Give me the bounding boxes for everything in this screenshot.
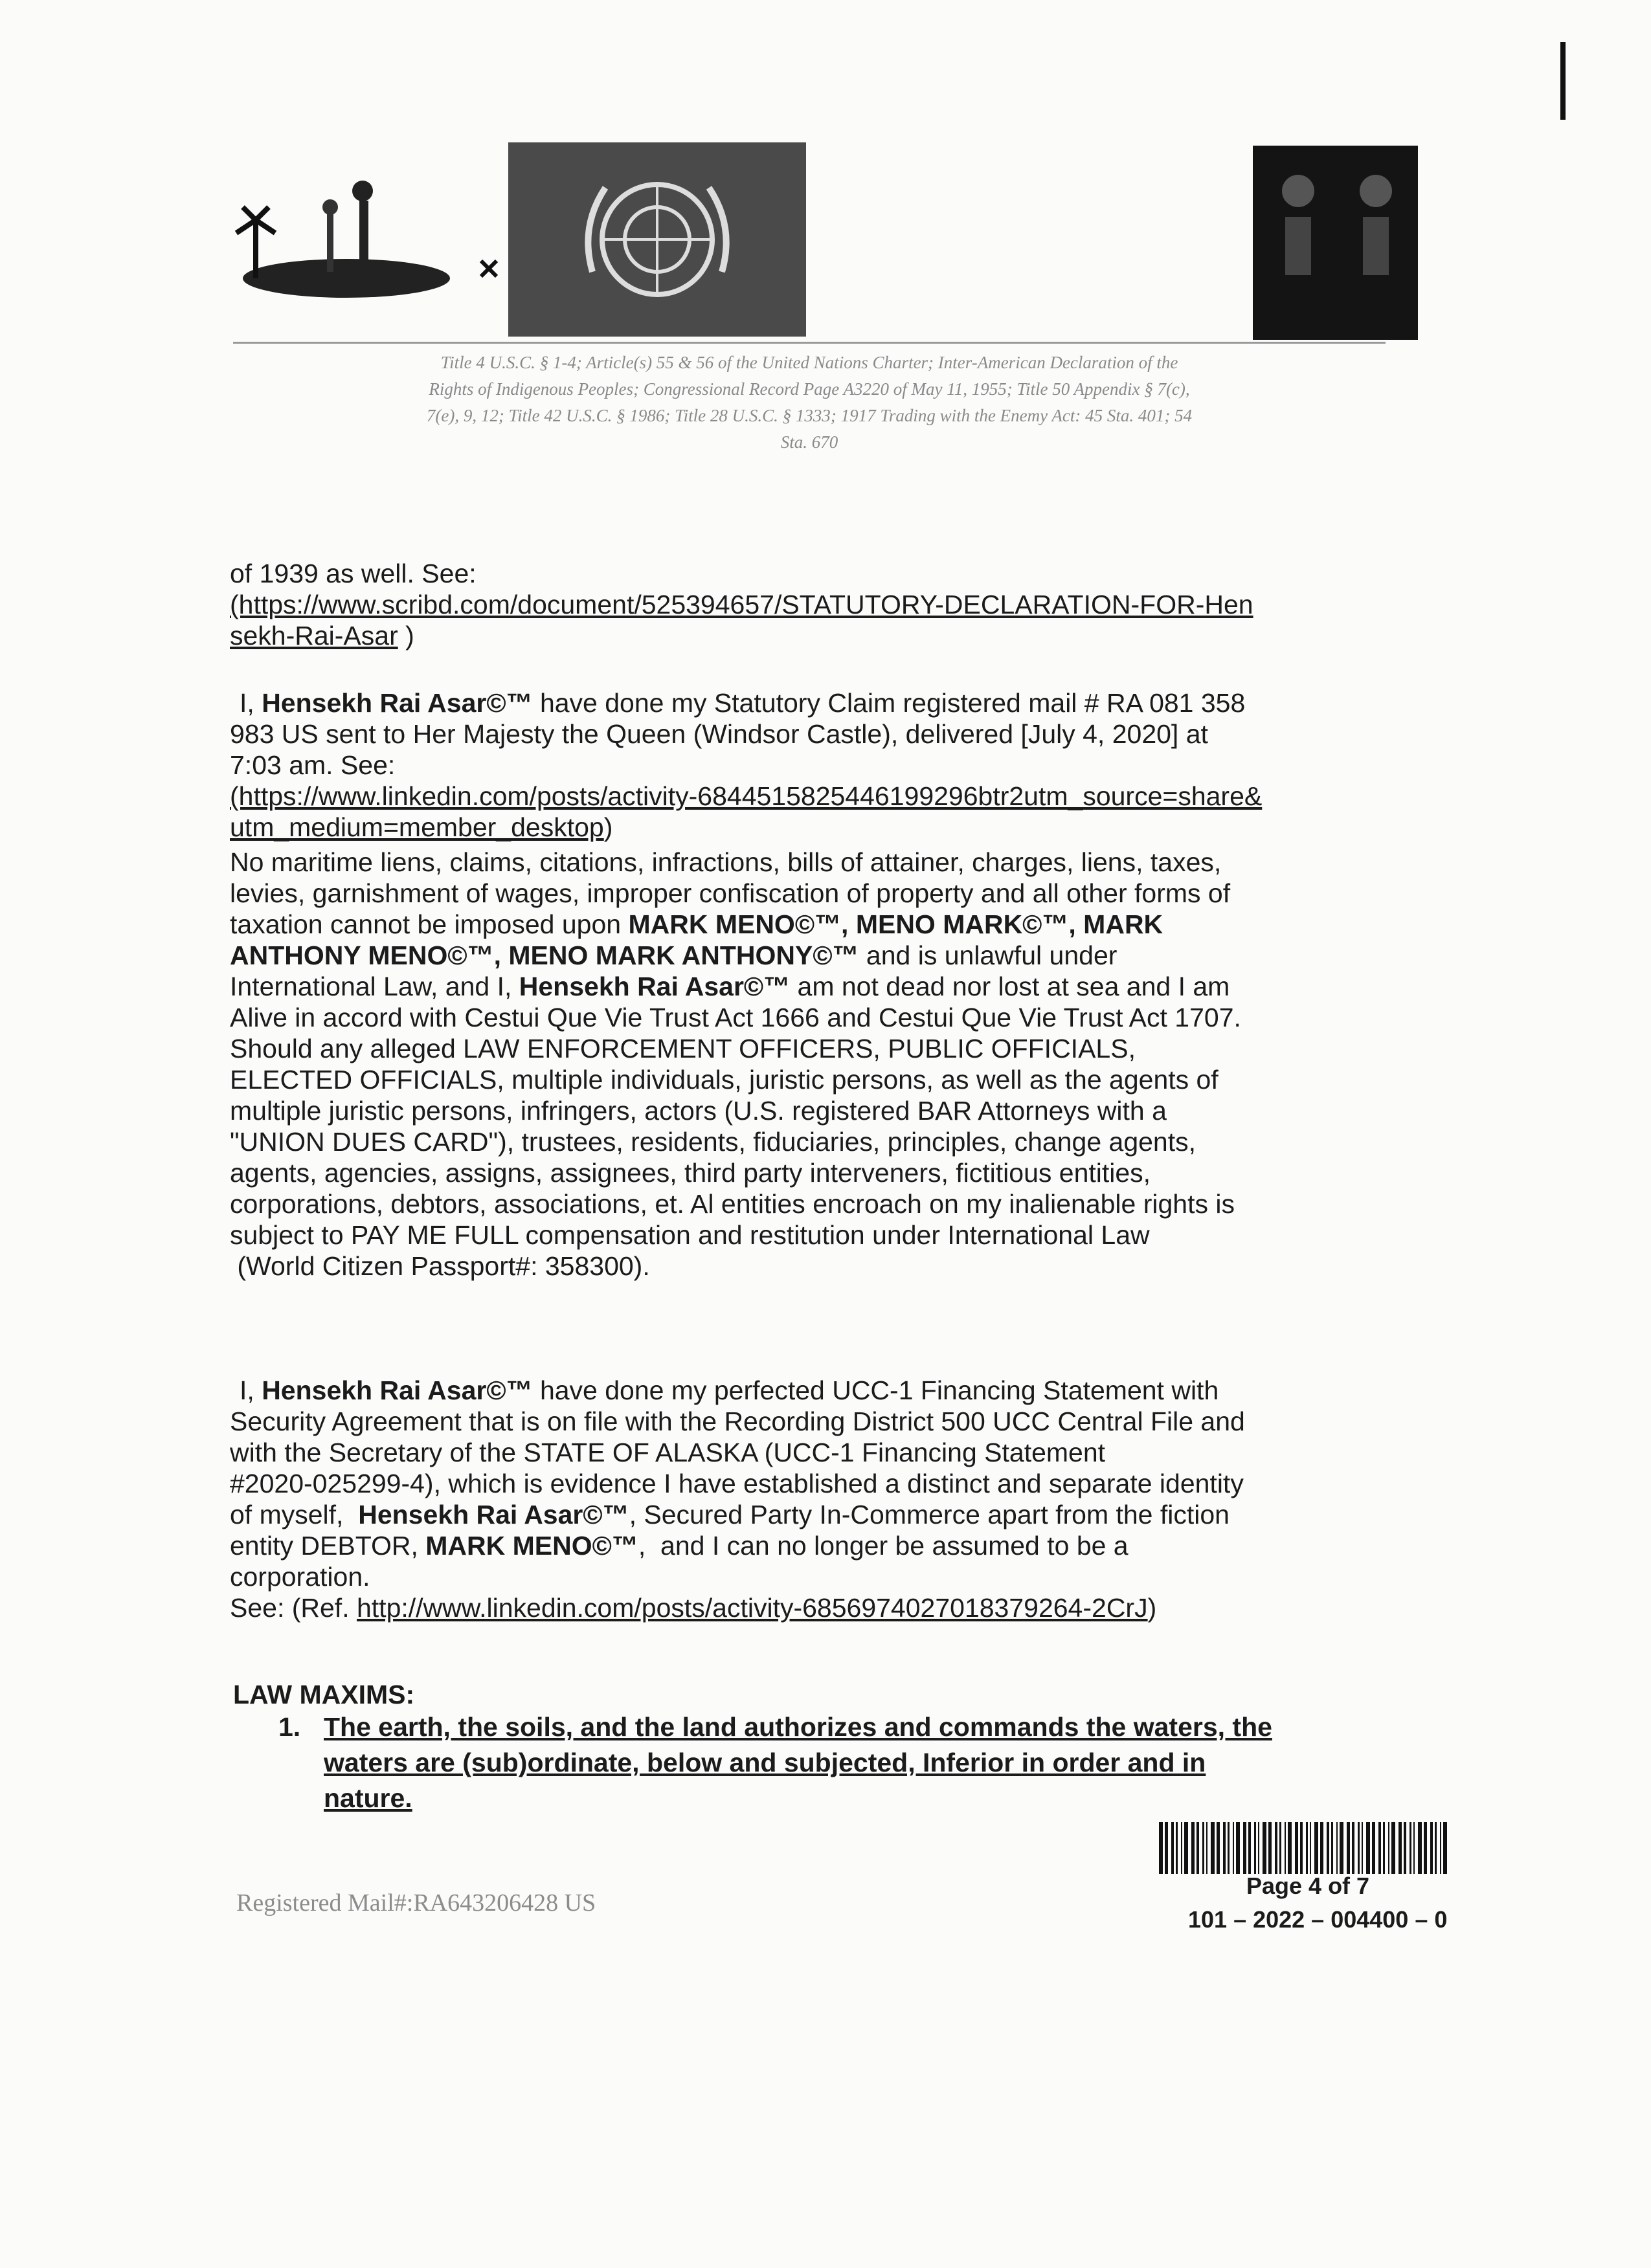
barcode-bar	[1347, 1822, 1350, 1874]
barcode-bar	[1217, 1822, 1220, 1874]
maxim-text: nature.	[324, 1783, 412, 1813]
barcode-bar	[1233, 1822, 1234, 1874]
body-line: See: (Ref. http://www.linkedin.com/posts/activity-6856974027018379264-2CrJ)	[230, 1593, 1157, 1623]
barcode-bar	[1443, 1822, 1447, 1874]
body-line: ELECTED OFFICIALS, multiple individuals, juristic persons, as well as the agents of	[230, 1065, 1219, 1095]
barcode-bar	[1243, 1822, 1246, 1874]
body-line: agents, agencies, assigns, assignees, third party interveners, fictitious entities,	[230, 1158, 1151, 1188]
barcode-bar	[1181, 1822, 1182, 1874]
barcode-bar	[1383, 1822, 1385, 1874]
body-line: of 1939 as well. See:	[230, 559, 477, 588]
barcode-bar	[1388, 1822, 1389, 1874]
un-flag-emblem	[508, 142, 806, 337]
barcode-bar	[1391, 1822, 1395, 1874]
body-line: of myself, Hensekh Rai Asar©™, Secured Party In-Commerce apart from the fiction	[230, 1500, 1230, 1529]
barcode-bar	[1424, 1822, 1427, 1874]
dark-seal-stamp	[1253, 146, 1418, 340]
barcode-bar	[1435, 1822, 1437, 1874]
body-line: entity DEBTOR, MARK MENO©™, and I can no longer be assumed to be a	[230, 1531, 1129, 1561]
barcode-bar	[1366, 1822, 1370, 1874]
barcode-bar	[1413, 1822, 1415, 1874]
barcode-bar	[1306, 1822, 1308, 1874]
linkedin-link[interactable]: (https://www.linkedin.com/posts/activity-6844515825446199296btr2utm_source=share&	[230, 781, 1263, 811]
body-line: 7:03 am. See:	[230, 750, 396, 780]
barcode-bar	[1404, 1822, 1406, 1874]
barcode-bar	[1275, 1822, 1277, 1874]
body-line: corporation.	[230, 1562, 370, 1592]
body-line: subject to PAY ME FULL compensation and restitution under International Law	[230, 1220, 1150, 1250]
body-line: ANTHONY MENO©™, MENO MARK ANTHONY©™ and is unlawful under	[230, 940, 1118, 970]
barcode-bar	[1206, 1822, 1207, 1874]
barcode	[1159, 1822, 1450, 1874]
header-rule	[233, 342, 1386, 344]
barcode-bar	[1372, 1822, 1375, 1874]
barcode-bar	[1300, 1822, 1303, 1874]
body-line: I, Hensekh Rai Asar©™ have done my perfected UCC-1 Financing Statement with	[240, 1375, 1219, 1405]
citation-line: 7(e), 9, 12; Title 42 U.S.C. § 1986; Title 28 U.S.C. § 1333; 1917 Trading with the Enemy Act: 45 Sta. 401; 54	[426, 406, 1193, 425]
linkedin-link-continued[interactable]: utm_medium=member_desktop)	[230, 812, 613, 842]
page-number: Page 4 of 7	[1246, 1873, 1370, 1899]
barcode-bar	[1310, 1822, 1311, 1874]
body-line: Alive in accord with Cestui Que Vie Trust Act 1666 and Cestui Que Vie Trust Act 1707.	[230, 1003, 1241, 1032]
barcode-bar	[1211, 1822, 1215, 1874]
scribd-link-continued[interactable]: sekh-Rai-Asar )	[230, 621, 414, 650]
body-line: "UNION DUES CARD"), trustees, residents, fiduciaries, principles, change agents,	[230, 1127, 1196, 1157]
barcode-bar	[1398, 1822, 1402, 1874]
body-line: levies, garnishment of wages, improper confiscation of property and all other forms of	[230, 878, 1231, 908]
document-number: 101 – 2022 – 004400 – 0	[1188, 1906, 1448, 1933]
maxim-text: The earth, the soils, and the land authorizes and commands the waters, the	[324, 1712, 1272, 1742]
barcode-bar	[1165, 1822, 1168, 1874]
body-line: with the Secretary of the STATE OF ALASKA (UCC-1 Financing Statement	[230, 1438, 1106, 1467]
legal-citation-header	[233, 350, 1386, 456]
barcode-bar	[1410, 1822, 1411, 1874]
barcode-bar	[1327, 1822, 1329, 1874]
barcode-bar	[1378, 1822, 1381, 1874]
barcode-bar	[1314, 1822, 1318, 1874]
barcode-bar	[1159, 1822, 1163, 1874]
body-line: #2020-025299-4), which is evidence I have established a distinct and separate identity	[230, 1469, 1244, 1498]
barcode-bar	[1336, 1822, 1338, 1874]
barcode-bar	[1236, 1822, 1240, 1874]
body-line: I, Hensekh Rai Asar©™ have done my Statutory Claim registered mail # RA 081 358	[240, 688, 1246, 718]
barcode-bar	[1440, 1822, 1441, 1874]
barcode-bar	[1358, 1822, 1360, 1874]
barcode-bar	[1418, 1822, 1422, 1874]
barcode-bar	[1268, 1822, 1272, 1874]
palm-tree-island-logo	[230, 142, 502, 337]
barcode-bar	[1191, 1822, 1195, 1874]
barcode-bar	[1223, 1822, 1226, 1874]
law-maxims-heading: LAW MAXIMS:	[233, 1680, 415, 1709]
body-line: Security Agreement that is on file with the Recording District 500 UCC Central File and	[230, 1406, 1245, 1436]
barcode-bar	[1285, 1822, 1286, 1874]
barcode-bar	[1362, 1822, 1363, 1874]
barcode-bar	[1184, 1822, 1188, 1874]
body-line: (World Citizen Passport#: 358300).	[230, 1251, 650, 1281]
barcode-bar	[1248, 1822, 1251, 1874]
barcode-bar	[1171, 1822, 1174, 1874]
maxim-text: waters are (sub)ordinate, below and subjected, Inferior in order and in	[324, 1748, 1206, 1777]
body-line: taxation cannot be imposed upon MARK MENO©™, MENO MARK©™, MARK	[230, 909, 1163, 939]
body-line: 983 US sent to Her Majesty the Queen (Windsor Castle), delivered [July 4, 2020] at	[230, 719, 1208, 749]
barcode-bar	[1196, 1822, 1199, 1874]
citation-line: Rights of Indigenous Peoples; Congressional Record Page A3220 of May 11, 1955; Title 50 Appendix § 7(c),	[429, 379, 1190, 399]
barcode-bar	[1176, 1822, 1178, 1874]
barcode-bar	[1254, 1822, 1256, 1874]
linkedin-ref-link[interactable]: http://www.linkedin.com/posts/activity-6856974027018379264-2CrJ	[356, 1593, 1148, 1623]
barcode-bar	[1279, 1822, 1281, 1874]
body-line: No maritime liens, claims, citations, infractions, bills of attainer, charges, liens, taxes,	[230, 847, 1222, 877]
body-line: corporations, debtors, associations, et. Al entities encroach on my inalienable rights is	[230, 1189, 1235, 1219]
barcode-bar	[1258, 1822, 1259, 1874]
barcode-bar	[1320, 1822, 1323, 1874]
body-line: Should any alleged LAW ENFORCEMENT OFFICERS, PUBLIC OFFICIALS,	[230, 1034, 1136, 1063]
citation-line: Sta. 670	[780, 432, 838, 452]
scribd-link[interactable]: (https://www.scribd.com/document/525394657/STATUTORY-DECLARATION-FOR-Hen	[230, 590, 1253, 619]
barcode-bar	[1340, 1822, 1343, 1874]
maxim-number: 1.	[278, 1712, 301, 1742]
barcode-bar	[1331, 1822, 1333, 1874]
barcode-bar	[1202, 1822, 1204, 1874]
barcode-bar	[1288, 1822, 1292, 1874]
barcode-bar	[1263, 1822, 1266, 1874]
barcode-bar	[1295, 1822, 1298, 1874]
registered-mail-footer: Registered Mail#:RA643206428 US	[236, 1889, 596, 1917]
body-line: multiple juristic persons, infringers, actors (U.S. registered BAR Attorneys with a	[230, 1096, 1167, 1126]
barcode-bar	[1430, 1822, 1433, 1874]
barcode-bar	[1352, 1822, 1354, 1874]
citation-line: Title 4 U.S.C. § 1-4; Article(s) 55 & 56 of the United Nations Charter; Inter-American Declaration of the	[440, 353, 1178, 372]
barcode-bar	[1228, 1822, 1230, 1874]
body-line: International Law, and I, Hensekh Rai Asar©™ am not dead nor lost at sea and I am	[230, 972, 1230, 1001]
scan-edge-mark	[1560, 42, 1566, 120]
